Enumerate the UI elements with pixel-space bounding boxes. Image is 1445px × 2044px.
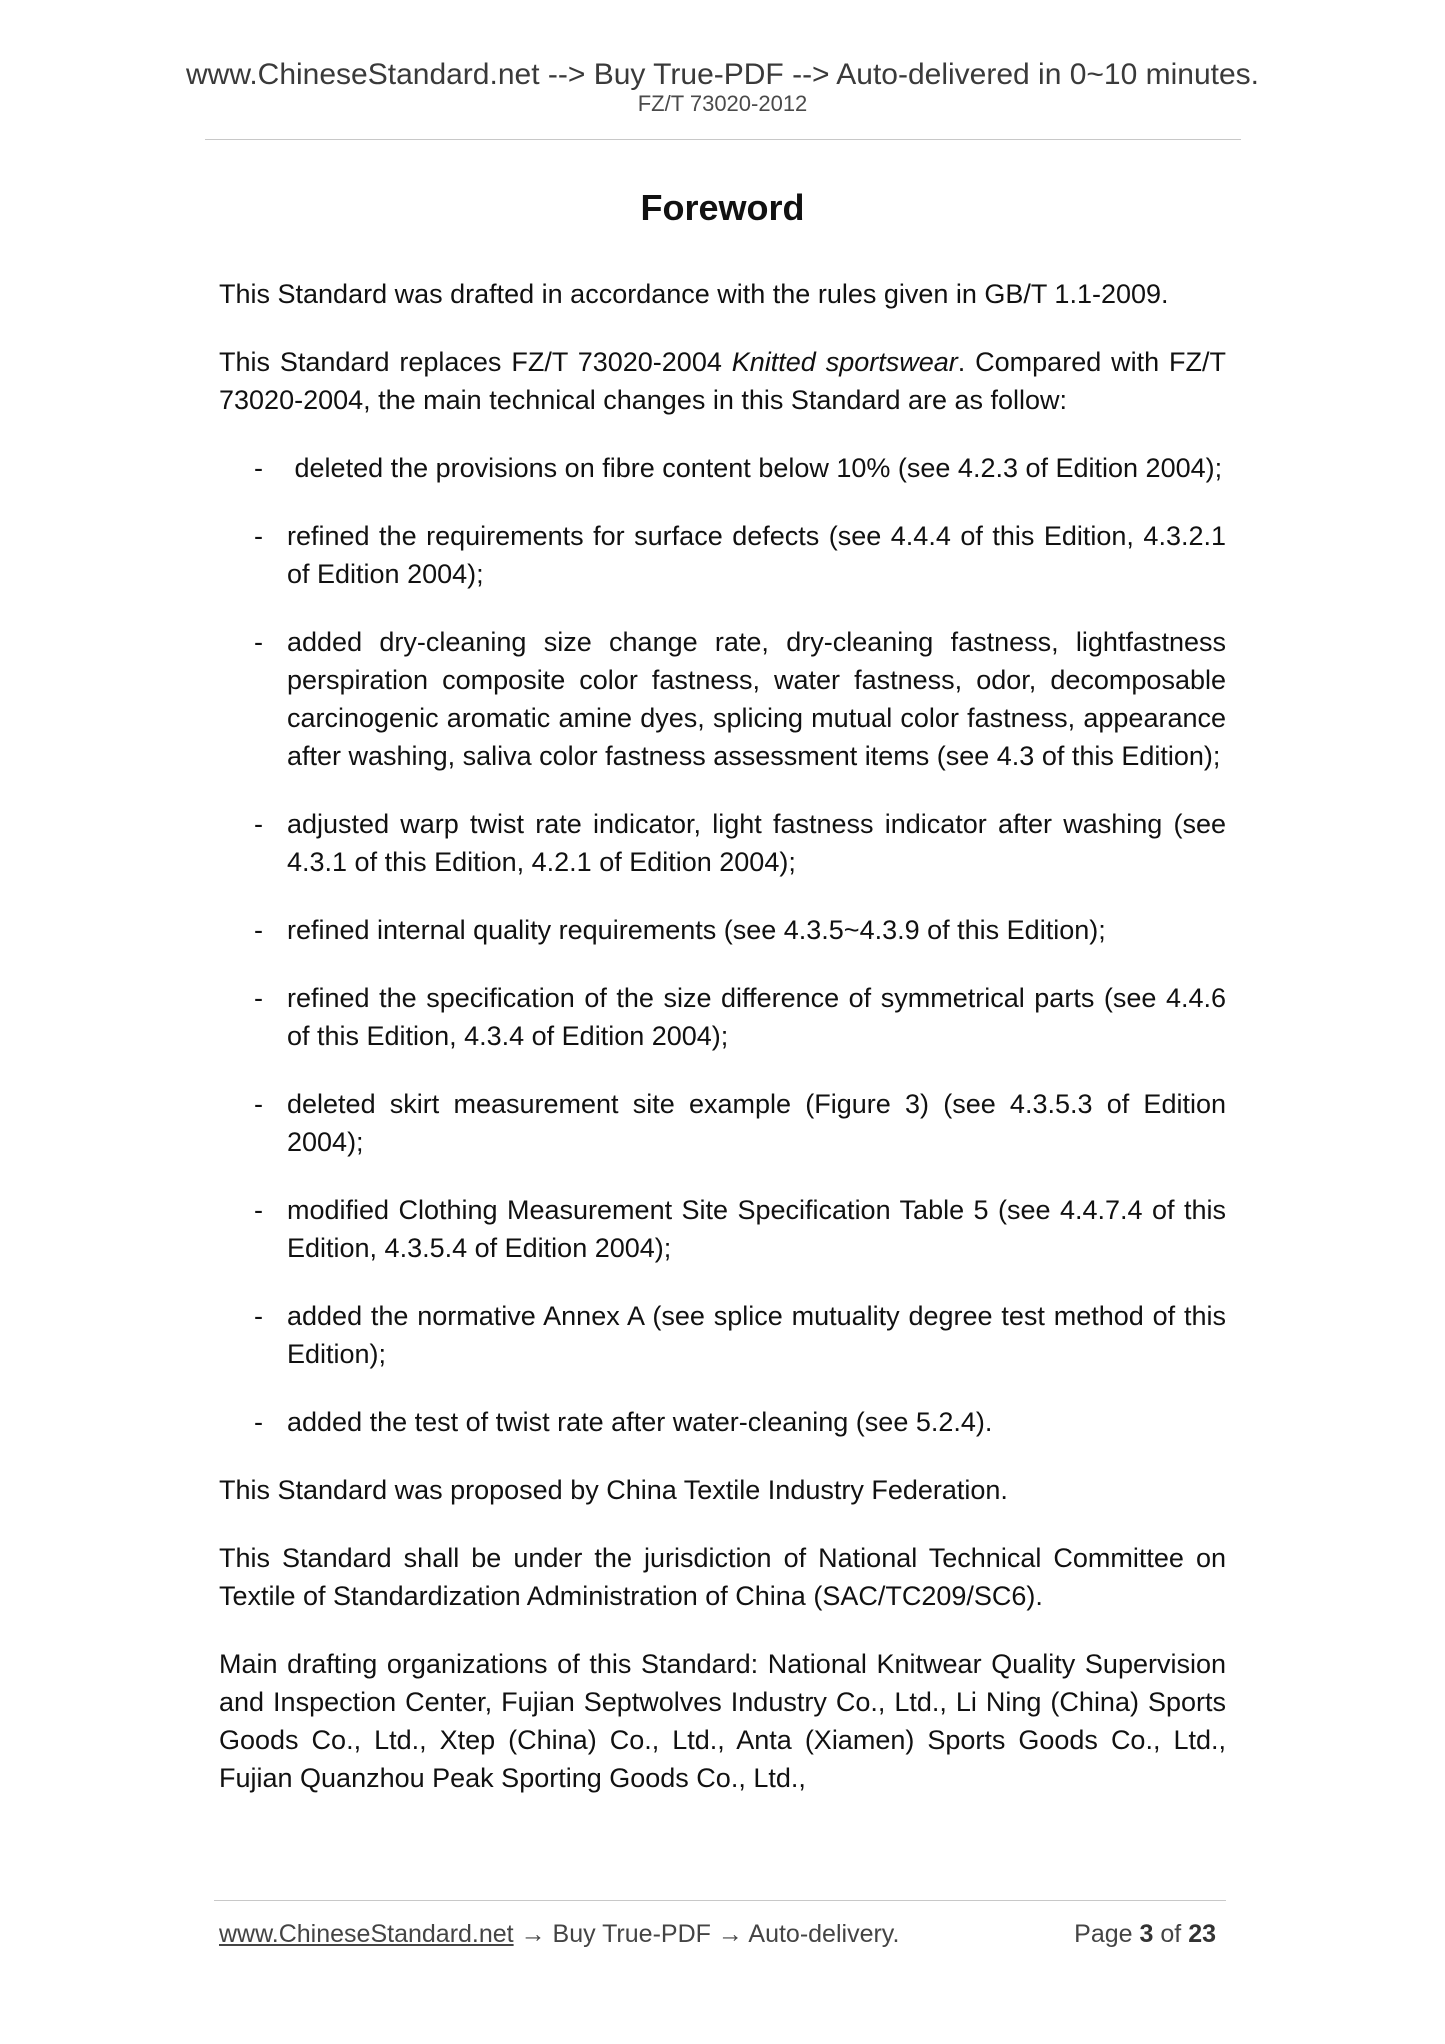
site-banner: www.ChineseStandard.net --> Buy True-PDF --> Auto-delivered in 0~10 minutes. (185, 58, 1260, 91)
change-text: adjusted warp twist rate indicator, light fastness indicator after washing (see 4.3.1 of this Edition, 4.2.1 of Edition 2004); (287, 809, 1226, 877)
page-total: 23 (1188, 1920, 1216, 1948)
dash-marker: - (254, 521, 263, 551)
list-item (219, 979, 1226, 1055)
dash-marker: - (254, 1407, 263, 1437)
dash-marker: - (254, 809, 263, 839)
list-item (219, 1403, 1226, 1441)
change-text: added the test of twist rate after water-cleaning (see 5.2.4). (287, 1407, 993, 1437)
list-item (219, 623, 1226, 775)
site-link[interactable]: www.ChineseStandard.net (219, 1920, 514, 1948)
change-text: refined the requirements for surface defects (see 4.4.4 of this Edition, 4.3.2.1 of Edition 2004); (287, 521, 1226, 589)
of-label: of (1160, 1920, 1182, 1948)
list-item (219, 911, 1226, 949)
list-item (219, 1085, 1226, 1161)
standard-code: FZ/T 73020-2012 (637, 91, 808, 116)
change-text: refined internal quality requirements (see 4.3.5~4.3.9 of this Edition); (287, 915, 1106, 945)
change-text: modified Clothing Measurement Site Specification Table 5 (see 4.4.7.4 of this Edition, 4.3.5.4 of Edition 2004); (287, 1195, 1226, 1263)
change-text: deleted skirt measurement site example (Figure 3) (see 4.3.5.3 of Edition 2004); (287, 1089, 1226, 1157)
dash-marker: - (254, 453, 263, 483)
dash-marker: - (254, 627, 263, 657)
list-item (219, 449, 1226, 487)
list-item (219, 805, 1226, 881)
foreword-body (219, 275, 1226, 1797)
dash-marker: - (254, 983, 263, 1013)
change-text: added the normative Annex A (see splice mutuality degree test method of this Edition); (287, 1301, 1226, 1369)
replacement-text-start: This Standard replaces FZ/T 73020-2004 (219, 347, 732, 377)
header-divider (205, 139, 1241, 140)
dash-marker: - (254, 915, 263, 945)
technical-changes-list (219, 449, 1226, 1441)
replacement-text-end: . Compared with FZ/T 73020-2004, the main technical changes in this Standard are as follow: (219, 347, 1227, 415)
jurisdiction-paragraph: This Standard shall be under the jurisdiction of National Technical Committee on Textile of Standardization Administration of China (SAC/TC209/SC6). (219, 1543, 1226, 1611)
replaced-standard-title: Knitted sportswear (731, 347, 958, 377)
footer-promo-text: → Buy True-PDF → Auto-delivery. (513, 1920, 900, 1948)
page-label: Page (1074, 1920, 1133, 1948)
dash-marker: - (254, 1195, 263, 1225)
dash-marker: - (254, 1301, 263, 1331)
change-text: deleted the provisions on fibre content below 10% (see 4.2.3 of Edition 2004); (287, 453, 1223, 483)
list-item (219, 1297, 1226, 1373)
footer-promo (219, 1918, 899, 1950)
page-number: 3 (1139, 1920, 1154, 1948)
footer-divider (214, 1900, 1226, 1901)
list-item (219, 1191, 1226, 1267)
change-text: added dry-cleaning size change rate, dry-cleaning fastness, lightfastness perspiration composite color fastness, water fastness, odor, decomposable carcinogenic aromatic amine dyes, splicing mutual color fastness, appearance after washing, saliva color fastness assessment items (see 4.3 of this Edition); (287, 627, 1226, 771)
drafting-organizations-paragraph: Main drafting organizations of this Standard: National Knitwear Quality Supervision and Inspection Center, Fujian Septwolves Industry Co., Ltd., Li Ning (China) Sports Goods Co., Ltd., Xtep (China) Co., Ltd., Anta (Xiamen) Sports Goods Co., Ltd., Fujian Quanzhou Peak Sporting Goods Co., Ltd., (219, 1649, 1226, 1793)
page-indicator (1074, 1918, 1216, 1950)
change-text: refined the specification of the size difference of symmetrical parts (see 4.4.6 of this Edition, 4.3.4 of Edition 2004); (287, 983, 1226, 1051)
page-title: Foreword (640, 187, 805, 228)
dash-marker: - (254, 1089, 263, 1119)
list-item (219, 517, 1226, 593)
proposed-by-paragraph: This Standard was proposed by China Textile Industry Federation. (219, 1475, 1008, 1505)
replacement-paragraph (219, 343, 1226, 419)
drafting-rules-paragraph: This Standard was drafted in accordance with the rules given in GB/T 1.1-2009. (219, 279, 1169, 309)
